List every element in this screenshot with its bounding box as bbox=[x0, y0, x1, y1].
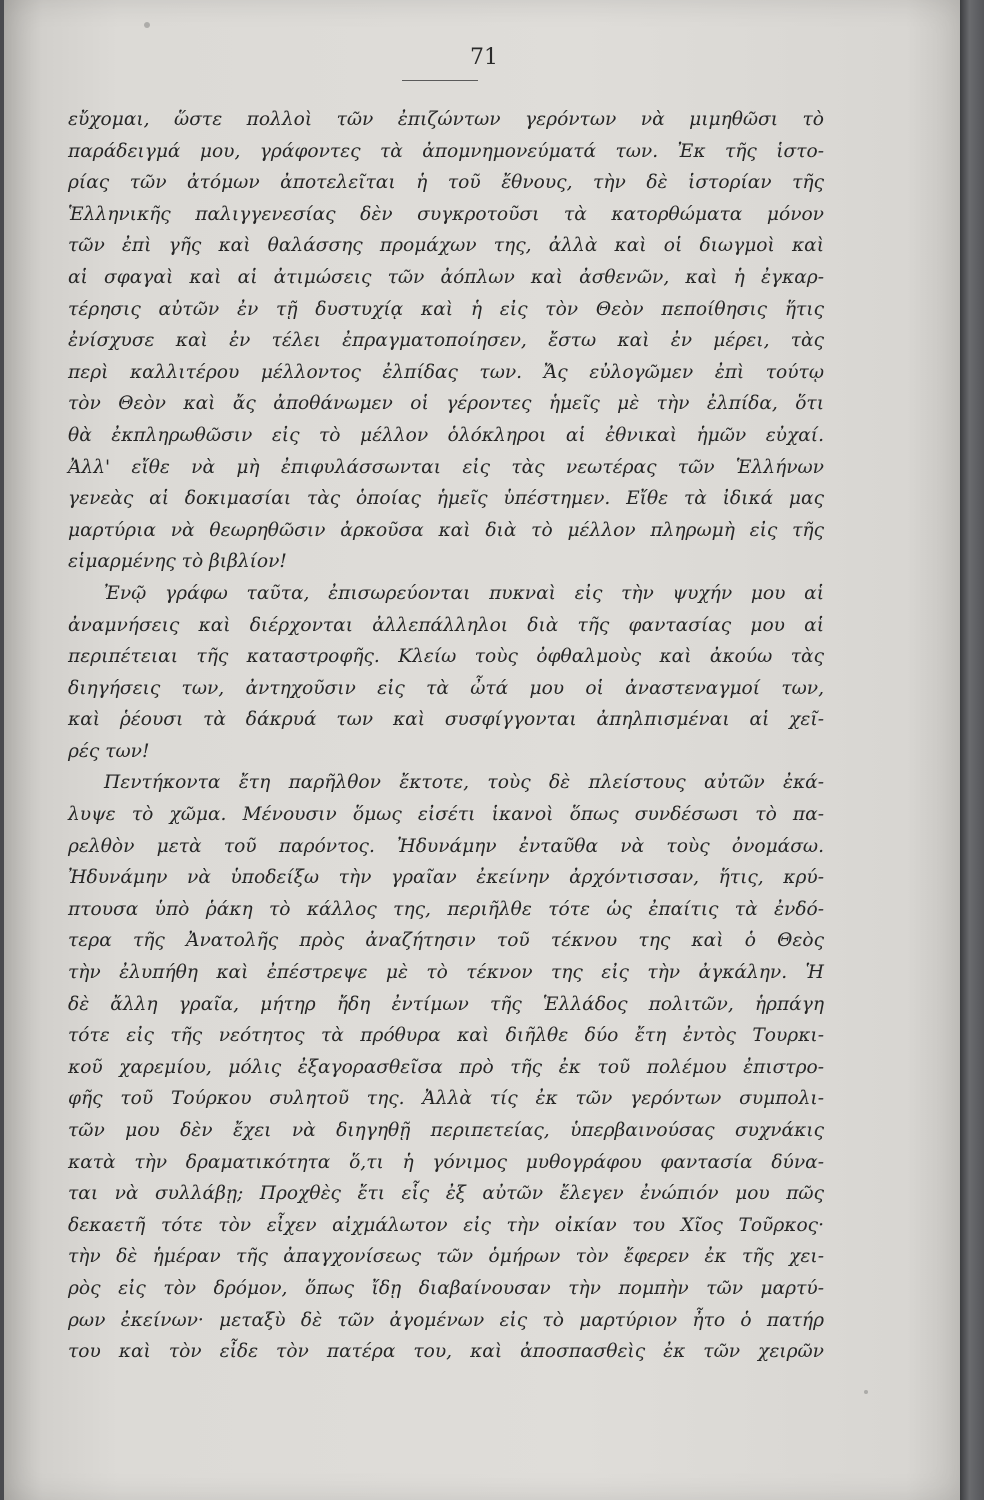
text-line: Ἐνῷ γράφω ταῦτα, ἐπισωρεύονται πυκναὶ εἰς τὴν ψυχήν μου αἱ bbox=[104, 582, 824, 604]
text-line: εἱμαρμένης τὸ βιβλίον! bbox=[68, 551, 287, 573]
text-line: μαρτύρια νὰ θεωρηθῶσιν ἀρκοῦσα καὶ διὰ τὸ μέλλον πληρωμὴ εἰς τῆς bbox=[68, 519, 824, 541]
text-line: δὲ ἄλλη γραῖα, μήτηρ ἤδη ἐντίμων τῆς Ἑλλάδος πολιτῶν, ἡρπάγη bbox=[68, 993, 824, 1015]
text-line: ται νὰ συλλάβῃ; Προχθὲς ἔτι εἷς ἐξ αὐτῶν ἔλεγεν ἐνώπιόν μου πῶς bbox=[68, 1183, 824, 1205]
body-text bbox=[68, 104, 824, 1368]
text-line: ρές των! bbox=[68, 740, 150, 762]
text-line: ἐνίσχυσε καὶ ἐν τέλει ἐπραγματοποίησεν, ἔστω καὶ ἐν μέρει, τὰς bbox=[68, 330, 824, 352]
text-line: τὸν Θεὸν καὶ ἄς ἀποθάνωμεν οἱ γέροντες ἡμεῖς μὲ τὴν ἐλπίδα, ὅτι bbox=[68, 393, 824, 415]
text-line: κατὰ τὴν δραματικότητα ὅ,τι ἡ γόνιμος μυθογράφου φαντασία δύνα- bbox=[68, 1151, 824, 1173]
page-edge-shadow bbox=[960, 0, 984, 1500]
page-number: 71 bbox=[470, 45, 498, 70]
text-line: κοῦ χαρεμίου, μόλις ἐξαγορασθεῖσα πρὸ τῆς ἐκ τοῦ πολέμου ἐπιστρο- bbox=[68, 1056, 824, 1078]
text-line: Πεντήκοντα ἔτη παρῆλθον ἔκτοτε, τοὺς δὲ πλείστους αὐτῶν ἐκά- bbox=[104, 772, 824, 794]
text-line: του καὶ τὸν εἶδε τὸν πατέρα του, καὶ ἀποσπασθεὶς ἐκ τῶν χειρῶν bbox=[68, 1341, 824, 1363]
text-line: τῶν μου δὲν ἔχει νὰ διηγηθῇ περιπετείας, ὑπερβαινούσας συχνάκις bbox=[68, 1120, 824, 1141]
text-line: ρων ἐκείνων· μεταξὺ δὲ τῶν ἀγομένων εἰς τὸ μαρτύριον ἦτο ὁ πατήρ bbox=[68, 1309, 824, 1331]
text-line: Ἠδυνάμην νὰ ὑποδείξω τὴν γραῖαν ἐκείνην ἀρχόντισσαν, ἥτις, κρύ- bbox=[68, 867, 824, 889]
text-line: ἀναμνήσεις καὶ διέρχονται ἀλλεπάλληλοι διὰ τῆς φαντασίας μου αἱ bbox=[68, 614, 824, 636]
text-line: τὴν δὲ ἡμέραν τῆς ἀπαγχονίσεως τῶν ὁμήρων τὸν ἔφερεν ἐκ τῆς χει- bbox=[68, 1246, 824, 1268]
text-line: ρίας τῶν ἀτόμων ἀποτελεῖται ἡ τοῦ ἔθνους, τὴν δὲ ἱστορίαν τῆς bbox=[68, 172, 824, 194]
text-line: περὶ καλλιτέρου μέλλοντος ἐλπίδας των. Ἄς εὐλογῶμεν ἐπὶ τούτῳ bbox=[68, 361, 824, 383]
text-line: τότε εἰς τῆς νεότητος τὰ πρόθυρα καὶ διῆλθε δύο ἔτη ἐντὸς Τουρκι- bbox=[68, 1025, 824, 1047]
paper-speck bbox=[144, 22, 150, 28]
text-line: Ἑλληνικῆς παλιγγενεσίας δὲν συγκροτοῦσι τὰ κατορθώματα μόνον bbox=[68, 203, 824, 225]
text-line: καὶ ῥέουσι τὰ δάκρυά των καὶ συσφίγγονται ἀπηλπισμέναι αἱ χεῖ- bbox=[68, 709, 824, 731]
text-line: δεκαετῆ τότε τὸν εἶχεν αἰχμάλωτον εἰς τὴν οἰκίαν του Χῖος Τοῦρκος· bbox=[68, 1214, 824, 1236]
paper-speck bbox=[864, 1390, 868, 1394]
text-line: αἱ σφαγαὶ καὶ αἱ ἀτιμώσεις τῶν ἀόπλων καὶ ἀσθενῶν, καὶ ἡ ἐγκαρ- bbox=[68, 266, 824, 288]
text-line: ρὸς εἰς τὸν δρόμον, ὅπως ἴδῃ διαβαίνουσαν τὴν πομπὴν τῶν μαρτύ- bbox=[68, 1277, 824, 1299]
text-line: εὔχομαι, ὥστε πολλοὶ τῶν ἐπιζώντων γερόντων νὰ μιμηθῶσι τὸ bbox=[68, 109, 824, 130]
text-line: Ἀλλ' εἴθε νὰ μὴ ἐπιφυλάσσωνται εἰς τὰς νεωτέρας τῶν Ἑλλήνων bbox=[68, 456, 824, 478]
page-number-rule bbox=[402, 80, 478, 81]
text-line: γενεὰς αἱ δοκιμασίαι τὰς ὁποίας ἡμεῖς ὑπέστημεν. Εἴθε τὰ ἰδικά μας bbox=[68, 488, 824, 510]
text-line: φῆς τοῦ Τούρκου συλητοῦ της. Ἀλλὰ τίς ἐκ τῶν γερόντων συμπολι- bbox=[68, 1088, 824, 1110]
text-line: παράδειγμά μου, γράφοντες τὰ ἀπομνημονεύματά των. Ἐκ τῆς ἱστο- bbox=[68, 140, 824, 162]
book-page bbox=[4, 0, 964, 1500]
text-line: ρελθὸν μετὰ τοῦ παρόντος. Ἠδυνάμην ἐνταῦθα νὰ τοὺς ὀνομάσω. bbox=[68, 835, 824, 857]
text-line: τέρησις αὐτῶν ἐν τῇ δυστυχίᾳ καὶ ἡ εἰς τὸν Θεὸν πεποίθησις ἥτις bbox=[68, 298, 824, 320]
text-line: περιπέτειαι τῆς καταστροφῆς. Κλείω τοὺς ὀφθαλμοὺς καὶ ἀκούω τὰς bbox=[68, 646, 824, 668]
text-line: θὰ ἐκπληρωθῶσιν εἰς τὸ μέλλον ὁλόκληροι αἱ ἐθνικαὶ ἡμῶν εὐχαί. bbox=[68, 424, 824, 446]
text-line: τερα τῆς Ἀνατολῆς πρὸς ἀναζήτησιν τοῦ τέκνου της καὶ ὁ Θεὸς bbox=[68, 930, 824, 952]
text-line: τῶν ἐπὶ γῆς καὶ θαλάσσης προμάχων της, ἀλλὰ καὶ οἱ διωγμοὶ καὶ bbox=[68, 235, 824, 257]
text-line: διηγήσεις των, ἀντηχοῦσιν εἰς τὰ ὦτά μου οἱ ἀναστεναγμοί των, bbox=[68, 677, 824, 699]
text-line: τὴν ἐλυπήθη καὶ ἐπέστρεψε μὲ τὸ τέκνον της εἰς τὴν ἀγκάλην. Ἡ bbox=[68, 962, 824, 984]
text-line: λυψε τὸ χῶμα. Μένουσιν ὅμως εἰσέτι ἱκανοὶ ὅπως συνδέσωσι τὸ πα- bbox=[68, 804, 824, 826]
text-line: πτουσα ὑπὸ ῥάκη τὸ κάλλος της, περιῆλθε τότε ὡς ἐπαίτις τὰ ἐνδό- bbox=[68, 898, 824, 920]
